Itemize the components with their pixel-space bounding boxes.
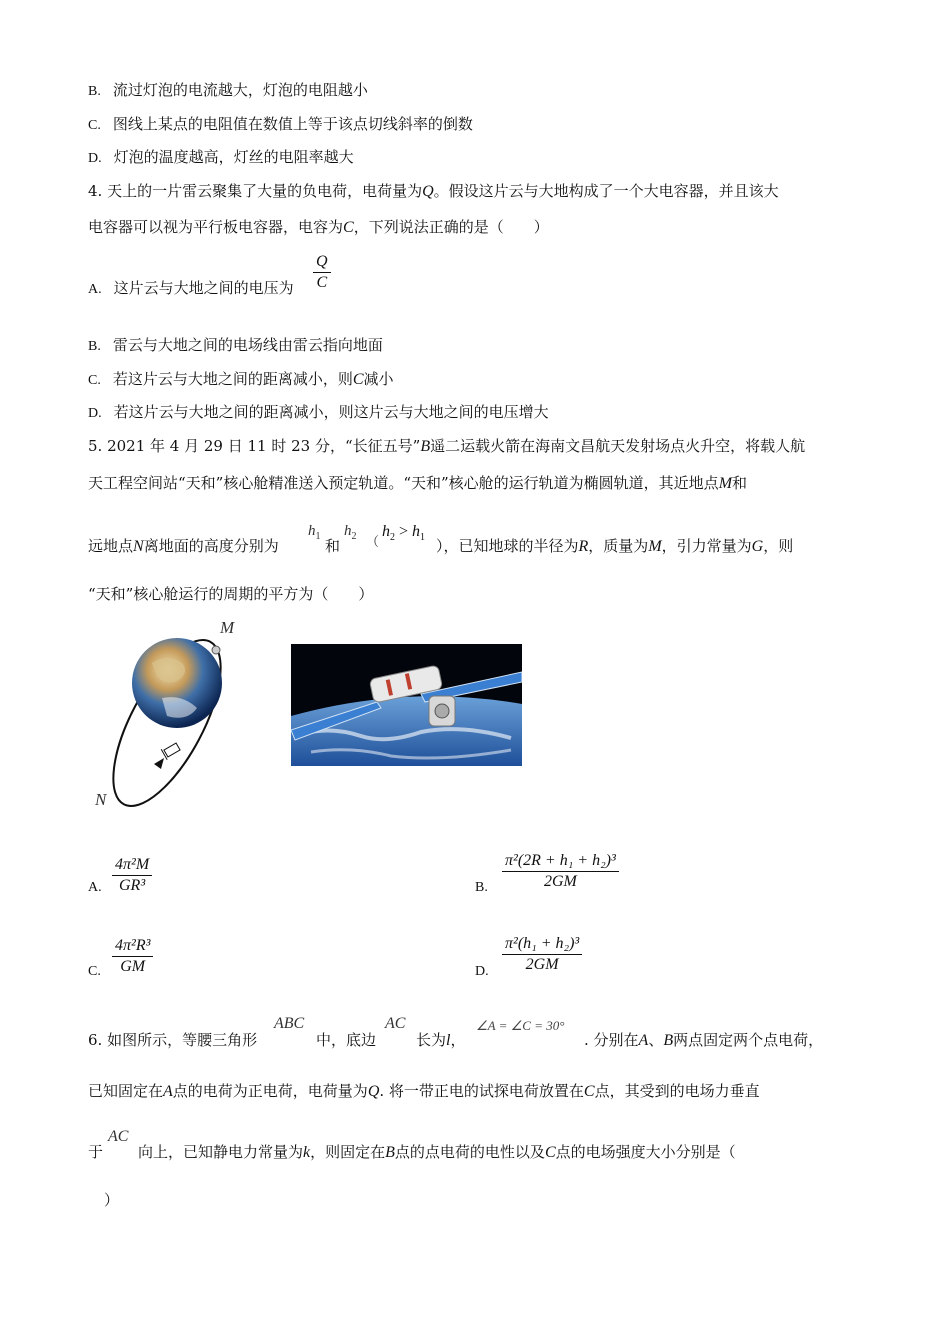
q6-text-base: 中，底边 [316,1031,377,1049]
text: 点，其受到的电场力垂直 [594,1082,760,1100]
text: ，下列说法正确的是（ ） [353,218,549,236]
q5-option-b [475,876,500,898]
q5-option-d-formula [502,935,582,974]
q4-option-d [88,402,549,424]
q3-option-c [88,114,473,136]
var-c: C [343,219,354,236]
numerator: π²(2R + h₁ + h₂)³ [505,852,616,869]
space-station-illustration [291,644,522,766]
option-text: 雷云与大地之间的电场线由雷云指向地面 [112,336,383,354]
var-c: C [583,1083,595,1100]
text: ），已知地球的半径为 [436,537,579,555]
fraction-bar [313,272,331,273]
text: 4. 天上的一片雷云聚集了大量的负电荷，电荷量为 [88,182,423,200]
h2-symbol [344,523,357,542]
q4-option-b [88,335,383,357]
segment-ac-2: AC [108,1128,129,1145]
text: 电容器可以视为平行板电容器，电容为 [88,218,344,236]
var-g: G [751,538,764,555]
q6-stem-line4: ） [104,1191,120,1209]
var-l: l [446,1032,451,1049]
h1-symbol [308,523,321,542]
q5-stem-line2 [88,473,747,494]
option-label: C. [88,118,101,133]
text: ，质量为 [588,537,649,555]
numerator: π²(h₁ + h₂)³ [505,935,580,952]
spacecraft-icon [161,741,181,759]
space-station-photo [291,644,522,766]
var-b: B [385,1144,395,1161]
denominator: GM [120,958,146,975]
q6-text-length [416,1030,465,1051]
var-a: A [638,1032,649,1049]
text: 两点固定两个点电荷， [673,1031,824,1049]
subscript: 2 [390,532,395,544]
subscript: 1 [420,532,426,544]
var-m: M [648,538,662,555]
option-text: 流过灯泡的电流越大，灯泡的电阻越小 [112,81,368,99]
text: 已知固定在 [88,1082,164,1100]
label-n: N [95,790,107,809]
q5-option-c-formula [112,937,153,976]
label-m: M [220,618,235,637]
q6-stem-line2 [88,1081,760,1102]
option-label: A. [88,282,102,297]
perigee-point-icon [212,646,220,654]
text: ， [450,1031,466,1049]
q6-stem-line1-end [584,1030,823,1051]
text: 点的点电荷的电性以及 [394,1143,545,1161]
var-b: B [663,1032,674,1049]
denominator: C [316,274,328,291]
h-letter: h [344,523,352,539]
and-text: 和 [325,537,341,555]
fraction-bar [112,875,152,876]
h2-gt-h1 [382,523,425,543]
fraction-bar [502,954,582,955]
text: 长为 [416,1031,447,1049]
text: 点的电场强度大小分别是（ [555,1143,736,1161]
text: 5. 2021 年 4 月 29 日 11 时 23 分，“长征五号” [88,437,421,455]
text: 点的电荷为正电荷，电荷量为 [172,1082,368,1100]
var-c: C [544,1144,556,1161]
var-r: R [578,538,589,555]
var-c: C [352,371,364,388]
text: . 分别在 [584,1031,639,1049]
option-label: C. [88,964,101,979]
direction-arrow-icon [154,758,164,769]
orbit-diagram [92,618,252,813]
denominator: 2GM [543,873,577,890]
q5-option-a-formula [112,856,152,895]
option-text: 若这片云与大地之间的距离减小，则这片云与大地之间的电压增大 [113,403,549,421]
option-label: D. [475,964,489,979]
text: 离地面的高度分别为 [143,537,279,555]
text: 遥二运载火箭在海南文昌航天发射场点火升空，将载人航 [430,437,806,455]
angle-condition: ∠A = ∠C = 30° [476,1018,565,1033]
var-n: N [133,538,144,555]
q5-option-a [88,876,114,898]
segment-ac: AC [385,1015,406,1032]
subscript: 1 [315,531,321,542]
option-text: 减小 [363,370,394,388]
q3-option-d [88,147,354,169]
var-m: M [718,475,733,492]
numerator: 4π²R³ [115,937,151,954]
text: 、 [648,1031,664,1049]
q6-stem-line3 [138,1142,736,1163]
var-b: B [420,438,431,455]
text: 和 [732,474,748,492]
option-label: B. [88,339,101,354]
option-label: A. [88,880,102,895]
subscript: 2 [351,531,357,542]
q5-option-c [88,960,113,982]
option-label: B. [88,84,101,99]
denominator: 2GM [525,956,559,973]
q6-stem-line3-start: 于 [88,1143,104,1161]
q4-fraction-q-over-c [313,253,331,292]
option-label: C. [88,373,101,388]
option-label: D. [88,151,102,166]
var-q: Q [367,1083,380,1100]
text: . 将一带正电的试探电荷放置在 [379,1082,584,1100]
triangle-abc: ABC [274,1015,305,1032]
q6-stem-line1-start: 6. 如图所示，等腰三角形 [88,1031,258,1049]
text: 。假设这片云与大地构成了一个大电容器，并且该大 [433,182,779,200]
q4-stem-line1 [88,181,779,202]
orbit-figure [92,618,252,813]
text: 天工程空间站“天和”核心舱精准送入预定轨道。“天和”核心舱的运行轨道为椭圆轨道，其近地点 [88,474,719,492]
q5-stem-line1 [88,436,805,457]
option-label: B. [475,880,488,895]
q3-option-b [88,80,368,102]
q5-option-b-formula [502,852,619,891]
q5-option-d [475,960,501,982]
option-text: 灯泡的温度越高，灯丝的电阻率越大 [113,148,354,166]
text: ，则 [763,537,794,555]
q5-stem-line3 [88,536,279,557]
h-letter: h [412,523,421,540]
option-text: 若这片云与大地之间的距离减小，则 [112,370,353,388]
q4-stem-line2 [88,217,549,238]
q5-stem-line3-rest [436,536,793,557]
var-q: Q [422,183,434,200]
h-letter: h [308,523,316,539]
q4-option-a [88,278,294,300]
option-text: 这片云与大地之间的电压为 [113,279,294,297]
paren-open: （ [366,535,380,550]
var-a: A [163,1083,173,1100]
var-k: k [303,1144,311,1161]
fraction-bar [112,956,153,957]
numerator: Q [316,253,328,270]
q5-stem-line4: “天和”核心舱运行的周期的平方为（ ） [88,585,374,603]
h-letter: h [382,523,390,540]
numerator: 4π²M [115,856,150,873]
q4-option-c [88,369,394,391]
text: ，则固定在 [310,1143,386,1161]
option-label: D. [88,406,102,421]
text: 远地点 [88,537,134,555]
gt-sign: > [399,523,409,540]
fraction-bar [502,871,619,872]
option-text: 图线上某点的电阻值在数值上等于该点切线斜率的倒数 [112,115,473,133]
text: 向上，已知静电力常量为 [138,1143,304,1161]
text: ，引力常量为 [661,537,752,555]
denominator: GR³ [119,877,146,894]
